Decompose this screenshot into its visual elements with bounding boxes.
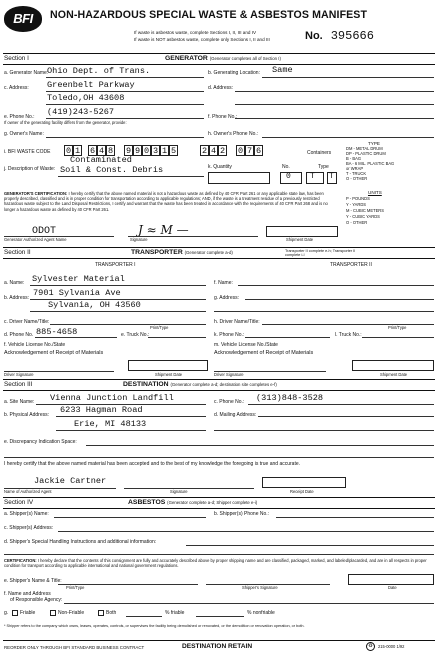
asbestos-shipper-phone-label: b. Shipper(s) Phone No.: xyxy=(214,511,270,517)
document-number-value: 395666 xyxy=(330,29,374,43)
form-rule xyxy=(248,404,434,405)
generator-units-0: P - POUNDS xyxy=(346,196,370,201)
generator-cert-heading: GENERATOR'S CERTIFICATION: xyxy=(4,191,68,196)
form-rule xyxy=(245,299,434,300)
asbestos-pct-non: % nonfriable xyxy=(247,610,275,616)
generator-types-0: DM - METAL DRUM xyxy=(346,146,383,151)
form-rule xyxy=(124,488,254,489)
generator-phone-value: (419)243-5267 xyxy=(47,107,115,117)
form-rule xyxy=(126,616,162,617)
copy-designation: DESTINATION RETAIN xyxy=(182,643,253,650)
transporter-heading-note: (Generator complete a-d) xyxy=(184,250,233,255)
form-rule xyxy=(54,517,206,518)
generator-date-caption: Shipment Date xyxy=(286,237,314,242)
form-rule xyxy=(235,91,434,92)
waste-description-line1: Contaminated xyxy=(70,155,132,165)
form-rule xyxy=(186,545,434,546)
generator-units-heading: UNITS xyxy=(368,190,382,195)
generator-units-3: Y - CUBIC YARDS xyxy=(346,214,380,219)
form-rule xyxy=(3,258,435,259)
generator-heading: GENERATOR xyxy=(165,55,208,62)
form-rule xyxy=(262,477,346,488)
reorder-note: REORDER ONLY THROUGH BFI STANDARD BUSINESS CONTRACT xyxy=(4,645,145,650)
asbestos-cert-text: I hereby declare that the contents of this consignment are fully and accurately described above by proper shipping name and are classified, packaged, marked, and labeled/placarded, and are in all respects in proper condition for transport according to applicable international and national government regulations. xyxy=(4,558,427,569)
generator-waste-code-cells-5: 9 xyxy=(125,146,132,156)
transporter-ack-text: Acknowledgement of Receipt of Materials xyxy=(4,350,104,356)
form-number: 215-0000 1/92 xyxy=(378,644,405,649)
transporter-ack2-heading: m. Vehicle License No./State xyxy=(214,342,278,348)
generator-qty-label: k. Quantity xyxy=(208,164,232,170)
form-rule xyxy=(56,430,206,431)
asbestos-date-caption: Date xyxy=(388,585,397,590)
generator-address-label: c. Address: xyxy=(4,85,29,91)
asbestos-print-caption: Print/Type xyxy=(66,585,85,590)
transporter-name-label: a. Name: xyxy=(4,280,25,286)
generator-types-4: or WRAP xyxy=(346,166,364,171)
generator-phone-b-label: f. Phone No.: xyxy=(208,114,238,120)
form-rule xyxy=(214,311,434,312)
transporter-phone2-label: k. Phone No.: xyxy=(214,332,245,338)
form-rule xyxy=(3,247,435,248)
transporter-name-value: Sylvester Material xyxy=(32,274,125,284)
generator-type-label: Type xyxy=(318,164,329,170)
asbestos-heading: ASBESTOS xyxy=(128,499,166,506)
form-rule xyxy=(35,337,117,338)
generator-waste-code-cells-13: 2 xyxy=(219,146,226,156)
transporter-driver-sig2-caption: Driver Signature xyxy=(214,372,244,377)
generator-waste-code-cells-14: 0 xyxy=(237,146,244,156)
section-iii-label: Section III xyxy=(4,381,33,388)
generator-waste-code-cells-3: 4 xyxy=(98,146,105,156)
section-iv-label: Section IV xyxy=(4,499,34,506)
generator-waste-code-cells-10: 5 xyxy=(170,146,177,156)
form-rule xyxy=(235,104,434,105)
generator-heading-note: (Generator completes all of Section I) xyxy=(209,56,281,61)
generator-types-1: DP - PLASTIC DRUM xyxy=(346,151,386,156)
form-rule xyxy=(235,118,434,119)
form-rule xyxy=(276,517,434,518)
form-rule xyxy=(64,603,434,604)
generator-waste-code-cells-4: 8 xyxy=(107,146,114,156)
form-rule xyxy=(262,324,434,325)
form-rule xyxy=(3,379,435,380)
transporter-truck2-label: l. Truck No.: xyxy=(335,332,362,338)
destination-phone-label: c. Phone No.: xyxy=(214,399,245,405)
transporter-ack-heading: f. Vehicle License No./State xyxy=(4,342,66,348)
transporter-heading: TRANSPORTER xyxy=(131,249,183,256)
transporter-ship-date2-caption: Shipment Date xyxy=(380,372,408,377)
instruction-non-asbestos: If waste is NOT asbestos waste, complete only Sections I, II and III xyxy=(134,37,270,42)
destination-signature-caption: Signature xyxy=(170,489,188,494)
generator-owner-phone-label: h. Owner's Phone No.: xyxy=(208,131,259,137)
destination-address-line2: Erie, MI 48133 xyxy=(74,419,147,429)
asbestos-heading-note: (Generator complete a-d; Shipper complete e-i) xyxy=(167,500,258,505)
section-i-label: Section I xyxy=(4,55,29,62)
generator-waste-code-cells-16: 6 xyxy=(255,146,262,156)
form-rule xyxy=(280,172,302,184)
destination-site-value: Vienna Junction Landfill xyxy=(50,393,174,403)
transporter-heading xyxy=(131,249,233,257)
form-rule xyxy=(4,457,434,458)
asbestos-cert-heading: CERTIFICATION: xyxy=(4,558,37,563)
generator-type-heading: TYPE xyxy=(368,141,380,146)
generator-containers-label: Containers xyxy=(307,150,332,156)
form-rule xyxy=(352,360,434,371)
generator-waste-code-label: i. BFI WASTE CODE xyxy=(4,149,51,155)
form-rule xyxy=(46,118,204,119)
asbestos-agency-label1: f. Name and Address xyxy=(4,591,51,597)
form-rule xyxy=(3,64,435,65)
form-rule xyxy=(58,531,434,532)
form-title: NON-HAZARDOUS SPECIAL WASTE & ASBESTOS MANIFEST xyxy=(50,9,368,21)
generator-heading xyxy=(165,55,281,63)
transporter-phone-value: 885-4658 xyxy=(36,327,78,337)
generator-waste-code-cells-1: 1 xyxy=(74,146,81,156)
generator-waste-code-cells-8: 3 xyxy=(152,146,159,156)
transporter-driver2-label: h. Driver Name/Title: xyxy=(214,319,260,325)
form-rule xyxy=(148,337,206,338)
asbestos-certification xyxy=(4,558,434,568)
asbestos-pct-friable: % friable xyxy=(165,610,185,616)
transporter-phone-label: d. Phone No. xyxy=(4,332,34,338)
destination-site-label: a. Site Name: xyxy=(4,399,35,405)
transporter-heading-note2: Transporter II complete e-h; Transporter II complete i-l xyxy=(285,249,356,258)
generator-units-1: Y - YARDS xyxy=(346,202,367,207)
form-rule xyxy=(46,137,204,138)
non-friable-checkbox[interactable] xyxy=(50,610,56,616)
transporter-driver-label: c. Driver Name/Title: xyxy=(4,319,50,325)
form-rule xyxy=(30,311,206,312)
destination-cert-text: I hereby certify that the above named material has been accepted and to the best of my knowledge the foregoing is true and accurate. xyxy=(4,461,301,467)
transporter-address2-label: g. Address: xyxy=(214,295,240,301)
asbestos-friable-label: g. xyxy=(4,610,9,616)
transporter-print-caption: Print/Type xyxy=(388,325,407,330)
form-rule xyxy=(46,91,204,92)
generator-waste-code-cells-15: 7 xyxy=(246,146,253,156)
section-ii-label: Section II xyxy=(4,249,31,256)
container-type-second: T xyxy=(329,172,334,181)
generator-location-label: b. Generating Location: xyxy=(208,70,260,76)
transporter-truck-label: e. Truck No.: xyxy=(121,332,150,338)
generating-location-value: Same xyxy=(272,65,293,75)
waste-description-line2: Soil & Const. Debris xyxy=(60,165,164,175)
transporter-name2-label: f. Name: xyxy=(214,280,233,286)
recycle-icon: ♻ xyxy=(366,642,375,651)
form-rule xyxy=(46,77,204,78)
generator-agent-name: ODOT xyxy=(32,226,57,237)
destination-mail-label: d. Mailing Address: xyxy=(214,412,257,418)
asbestos-footnote: * Shipper refers to the company which owns, leases, operates, controls, or supervises the facility being demolished or renovated, or the demolition or renovation operation, or both. xyxy=(4,624,305,628)
form-rule xyxy=(128,360,208,371)
asbestos-agency-label2: of Responsible Agency: xyxy=(10,597,63,603)
form-rule xyxy=(58,176,204,177)
asbestos-heading xyxy=(128,499,257,507)
destination-date-caption: Receipt Date xyxy=(290,489,314,494)
generator-signature-caption: Signature xyxy=(130,237,148,242)
asbestos-non-friable: Non-Friable xyxy=(58,610,85,616)
form-rule xyxy=(262,137,434,138)
generator-waste-code-cells-7: 0 xyxy=(143,146,150,156)
header-doc-no-label: No. xyxy=(305,30,323,42)
document-number xyxy=(305,30,374,44)
friable-checkbox[interactable] xyxy=(12,610,18,616)
asbestos-friable: Friable xyxy=(20,610,36,616)
generator-signature: J ≈ M — xyxy=(138,223,189,237)
asbestos-special-label: d. Shipper's Special Handling Instructions and additional information: xyxy=(4,539,157,545)
destination-agent-caption: Name of Authorized Agent xyxy=(4,489,52,494)
generator-name-value: Ohio Dept. of Trans. xyxy=(47,66,151,76)
generator-units-2: M - CUBIC METERS xyxy=(346,208,384,213)
destination-discrepancy-label: e. Discrepancy Indication Space: xyxy=(4,439,77,445)
destination-phone-value: (313)848-3528 xyxy=(256,393,324,403)
transporter-driver-sig-caption: Driver Signature xyxy=(4,372,34,377)
transporter-ack2-text: Acknowledgement of Receipt of Materials xyxy=(214,350,314,356)
generator-waste-code-cells-12: 4 xyxy=(210,146,217,156)
generator-address-line2: Toledo,OH 43608 xyxy=(47,93,125,103)
asbestos-shipper-title-label: e. Shipper's Name & Title: xyxy=(4,578,62,584)
form-rule xyxy=(196,616,244,617)
form-rule xyxy=(4,554,434,555)
generator-cert-text: I hereby certify that the above named material is not a hazardous waste as defined by 40 CFR Part 261 or any applicable state law, has been properly described, classified and is in proper condition for transportation according to applicable regulations; AND, if the waste is a treatment residue of a previously restricted hazardous waste subject to the Land Disposal Restrictions, I certify and warrant that the waste has been treated in accordance with the requirements of 40 CFR Part 268 and is no longer a hazardous waste as defined by 40 CFR Part 261. xyxy=(4,191,328,212)
form-rule xyxy=(238,285,434,286)
generator-waste-code-cells-11: 2 xyxy=(201,146,208,156)
form-rule xyxy=(3,508,435,509)
both-checkbox[interactable] xyxy=(98,610,104,616)
form-rule xyxy=(262,77,434,78)
form-rule xyxy=(348,574,434,585)
container-type: T xyxy=(310,172,315,181)
form-rule xyxy=(30,285,206,286)
generator-name-label: a. Generator Name: xyxy=(4,70,49,76)
form-rule xyxy=(3,390,435,391)
form-rule xyxy=(208,172,270,184)
form-rule xyxy=(245,337,330,338)
form-rule xyxy=(258,416,434,417)
generator-owner-name-label: g. Owner's Name: xyxy=(4,131,44,137)
form-rule xyxy=(3,497,435,498)
generator-waste-code-cells-2: 6 xyxy=(89,146,96,156)
generator-agent-caption: Generator Authorized Agent Name xyxy=(4,237,67,242)
generator-waste-code-cells-6: 9 xyxy=(134,146,141,156)
generator-types-2: B - BAG xyxy=(346,156,362,161)
generator-no-label: No. xyxy=(282,164,290,170)
generator-address-b-label: d. Address: xyxy=(208,85,234,91)
form-rule xyxy=(86,445,434,446)
generator-certification xyxy=(4,191,337,212)
generator-desc-label: j. Description of Waste: xyxy=(4,166,56,172)
transporter-address-label: b. Address: xyxy=(4,295,30,301)
container-number: 0 xyxy=(286,172,291,181)
transporter-t1-heading: TRANSPORTER I xyxy=(95,262,136,268)
transporter-t2-heading: TRANSPORTER II xyxy=(330,262,372,268)
bfi-logo: BFI xyxy=(4,6,42,32)
asbestos-shipper-sig-caption: Shipper's Signature xyxy=(242,585,278,590)
asbestos-shipper-name-label: a. Shipper(s) Name: xyxy=(4,511,49,517)
destination-address-line1: 6233 Hagman Road xyxy=(60,405,143,415)
form-rule xyxy=(266,226,338,237)
destination-heading-note: (Generator complete a-d; destination site completes e-f) xyxy=(170,382,277,387)
generator-units-4: O - OTHER xyxy=(346,220,368,225)
destination-heading: DESTINATION xyxy=(123,381,169,388)
generator-waste-code-cells-0: 0 xyxy=(65,146,72,156)
form-rule xyxy=(46,104,204,105)
generator-waste-code-cells-9: 1 xyxy=(161,146,168,156)
generator-types-3: BA - 6 MIL. PLASTIC BAG xyxy=(346,161,395,166)
destination-address-label: b. Physical Address: xyxy=(4,412,50,418)
asbestos-both: Both xyxy=(106,610,117,616)
transporter-address-line2: Sylvania, OH 43560 xyxy=(48,300,141,310)
form-rule xyxy=(3,640,435,641)
generator-address-line1: Greenbelt Parkway xyxy=(47,80,135,90)
transporter-ship-date-caption: Shipment Date xyxy=(155,372,183,377)
form-rule xyxy=(214,430,434,431)
transporter-address-line1: 7901 Sylvania Ave xyxy=(33,288,121,298)
destination-agent-name: Jackie Cartner xyxy=(34,476,107,486)
generator-phone-label: e. Phone No.: xyxy=(4,114,35,120)
generator-types-6: O - OTHER xyxy=(346,176,368,181)
form-rule xyxy=(56,416,206,417)
form-rule xyxy=(3,53,435,54)
form-rule xyxy=(362,337,434,338)
generator-owner-note: If owner of the generating facility differs from the generator, provide: xyxy=(4,120,127,125)
instruction-asbestos: If waste is asbestos waste, complete Sections I, II, III and IV xyxy=(134,30,257,35)
transporter-print-caption: Print/Type xyxy=(150,325,169,330)
form-rule xyxy=(50,324,206,325)
generator-types-5: T - TRUCK xyxy=(346,171,367,176)
destination-heading xyxy=(123,381,277,389)
asbestos-shipper-address-label: c. Shipper(s) Address: xyxy=(4,525,54,531)
form-rule xyxy=(306,172,324,184)
